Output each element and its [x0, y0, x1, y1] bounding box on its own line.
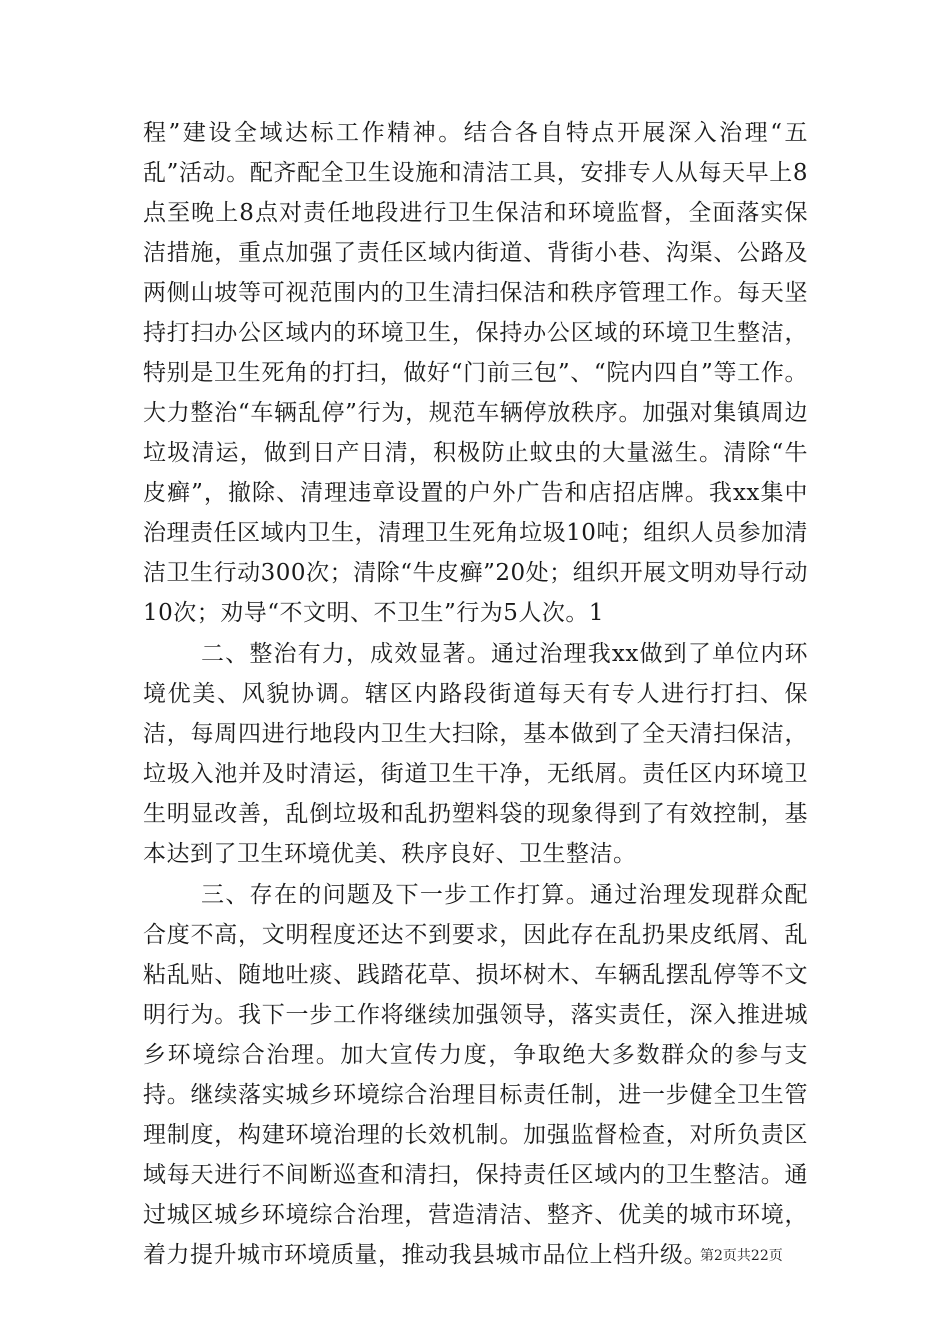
page-number-footer: 第2页共22页 [700, 1248, 783, 1264]
paragraph-continuation: 程”建设全域达标工作精神。结合各自特点开展深入治理“五乱”活动。配齐配全卫生设施和清洁工具，安排专人从每天早上8点至晚上8点对责任地段进行卫生保洁和环境监督，全面落实保洁措施，重点加强了责任区域内街道、背街小巷、沟渠、公路及两侧山坡等可视范围内的卫生清扫保洁和秩序管理工作。每天坚持打扫办公区域内的环境卫生，保持办公区域的环境卫生整洁，特别是卫生死角的打扫，做好“门前三包”、“院内四自”等工作。大力整治“车辆乱停”行为，规范车辆停放秩序。加强对集镇周边垃圾清运，做到日产日清，积极防止蚊虫的大量滋生。清除“牛皮癣”，撤除、清理违章设置的户外广告和店招店牌。我xx集中治理责任区域内卫生，清理卫生死角垃圾10吨；组织人员参加清洁卫生行动300次；清除“牛皮癣”20处；组织开展文明劝导行动10次；劝导“不文明、不卫生”行为5人次。1 [143, 120, 808, 626]
paragraph-section-two: 二、整治有力，成效显著。通过治理我xx做到了单位内环境优美、风貌协调。辖区内路段街道每天有专人进行打扫、保洁，每周四进行地段内卫生大扫除，基本做到了全天清扫保洁，垃圾入池并及时清运，街道卫生干净，无纸屑。责任区内环境卫生明显改善，乱倒垃圾和乱扔塑料袋的现象得到了有效控制，基本达到了卫生环境优美、秩序良好、卫生整洁。 [143, 641, 808, 867]
paragraph-section-three: 三、存在的问题及下一步工作打算。通过治理发现群众配合度不高，文明程度还达不到要求，因此存在乱扔果皮纸屑、乱粘乱贴、随地吐痰、践踏花草、损坏树木、车辆乱摆乱停等不文明行为。我下一步工作将继续加强领导，落实责任，深入推进城乡环境综合治理。加大宣传力度，争取绝大多数群众的参与支持。继续落实城乡环境综合治理目标责任制，进一步健全卫生管理制度，构建环境治理的长效机制。加强监督检查，对所负责区域每天进行不间断巡查和清扫，保持责任区域内的卫生整洁。通过城区城乡环境综合治理，营造清洁、整齐、优美的城市环境，着力提升城市环境质量，推动我县城市品位上档升级。 [143, 882, 808, 1268]
document-body [143, 113, 808, 1275]
